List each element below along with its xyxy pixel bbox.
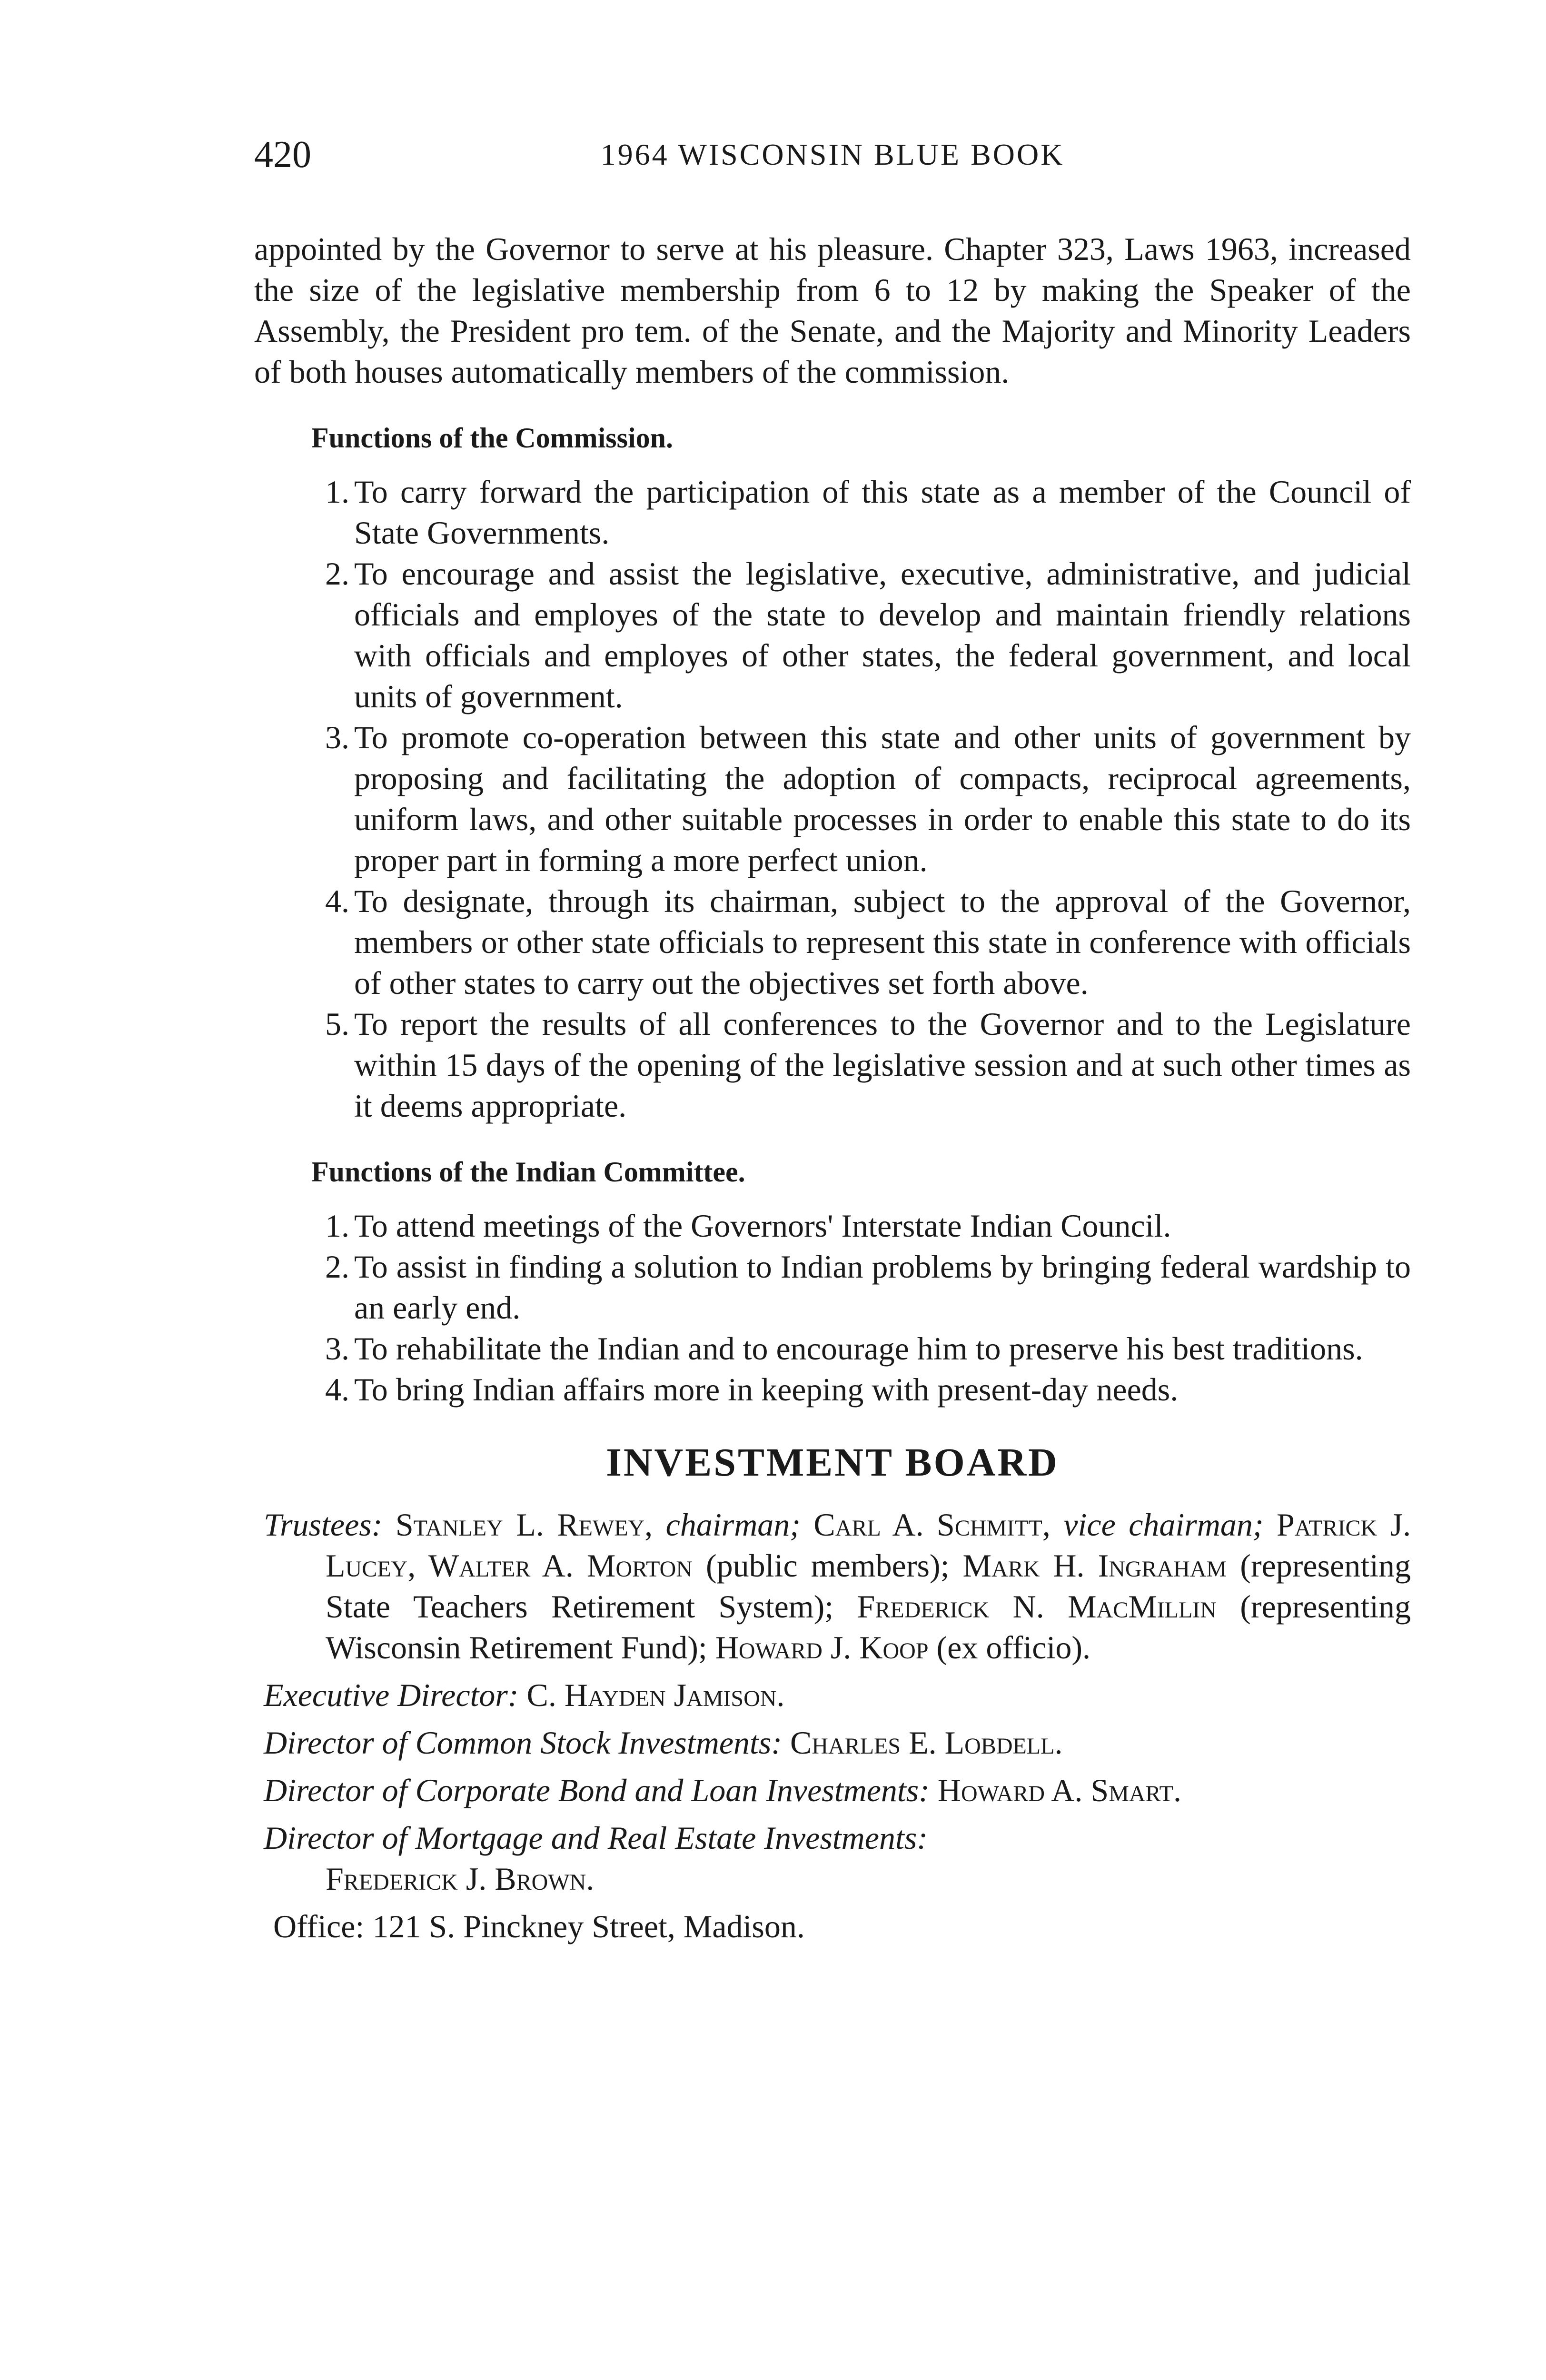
list-item-number: 2.	[325, 555, 349, 592]
list-item-number: 1.	[325, 474, 349, 510]
executive-director-label: Executive Director:	[264, 1677, 519, 1713]
list-item-text: To attend meetings of the Governors' Interstate Indian Council.	[354, 1208, 1171, 1244]
common-stock-director-name: Charles E. Lobdell.	[790, 1725, 1063, 1761]
corporate-bond-director-entry	[264, 1770, 1411, 1811]
trustee-name: Howard J. Koop	[715, 1629, 929, 1666]
common-stock-director-label: Director of Common Stock Investments:	[264, 1725, 783, 1761]
trustee-note: (representing Wisconsin Retirement Fund);	[326, 1588, 1411, 1666]
trustee-note: (public members);	[706, 1547, 950, 1584]
corporate-bond-director-label: Director of Corporate Bond and Loan Investments:	[264, 1772, 930, 1808]
commission-functions-heading: Functions of the Commission.	[311, 422, 674, 454]
trustees-entry	[264, 1504, 1411, 1668]
mortgage-director-name: Frederick J. Brown.	[326, 1861, 595, 1897]
executive-director-entry	[264, 1675, 1411, 1716]
list-item	[254, 471, 1411, 553]
list-item	[254, 1003, 1411, 1126]
trustee-note: (ex officio).	[936, 1629, 1091, 1666]
office-address: Office: 121 S. Pinckney Street, Madison.	[273, 1908, 805, 1944]
indian-committee-heading: Functions of the Indian Committee.	[311, 1156, 745, 1188]
trustee-name: Patrick J. Lucey, Walter A. Morton	[326, 1507, 1411, 1584]
list-item-text: To carry forward the participation of this state as a member of the Council of State Governments.	[354, 474, 1411, 551]
running-head	[254, 129, 1411, 181]
commission-functions-list	[254, 471, 1411, 1126]
list-item-number: 2.	[325, 1249, 349, 1285]
list-item-number: 3.	[325, 1330, 349, 1367]
list-item	[254, 1328, 1411, 1369]
mortgage-director-label: Director of Mortgage and Real Estate Investments:	[264, 1820, 928, 1856]
common-stock-director-entry	[264, 1722, 1411, 1763]
list-item	[254, 881, 1411, 1003]
trustee-note: (representing State Teachers Retirement System);	[326, 1547, 1411, 1625]
list-item	[254, 717, 1411, 881]
list-item-number: 1.	[325, 1208, 349, 1244]
page-body	[254, 228, 1411, 1947]
list-item-number: 4.	[325, 883, 349, 919]
trustee-role: chairman;	[665, 1507, 801, 1543]
list-item-number: 4.	[325, 1371, 349, 1408]
executive-director-name: C. Hayden Jamison.	[526, 1677, 785, 1713]
list-item	[254, 553, 1411, 717]
list-item-text: To encourage and assist the legislative, executive, administrative, and judicial officials and employes of the state to develop and maintain friendly relations with officials and employes of other states, the federal government, and local units of government.	[354, 555, 1411, 714]
corporate-bond-director-name: Howard A. Smart.	[937, 1772, 1181, 1808]
list-item-text: To promote co-operation between this state and other units of government by proposing and facilitating the adoption of compacts, reciprocal agreements, uniform laws, and other suitable processes in order to enable this state to do its proper part in forming a more perfect union.	[354, 719, 1411, 878]
list-item-number: 3.	[325, 719, 349, 755]
list-item	[254, 1205, 1411, 1246]
list-item-text: To rehabilitate the Indian and to encourage him to preserve his best traditions.	[354, 1330, 1363, 1367]
investment-board-title: INVESTMENT BOARD	[606, 1440, 1059, 1485]
trustee-name: Frederick N. MacMillin	[857, 1588, 1217, 1625]
page-number: 420	[254, 134, 311, 176]
list-item	[254, 1369, 1411, 1410]
trustee-role: vice chairman;	[1063, 1507, 1264, 1543]
running-title: 1964 WISCONSIN BLUE BOOK	[600, 138, 1065, 171]
list-item	[254, 1246, 1411, 1328]
list-item-text: To designate, through its chairman, subject to the approval of the Governor, members or other state officials to represent this state in conference with officials of other states to carry out the objectives set forth above.	[354, 883, 1411, 1001]
list-item-text: To assist in finding a solution to Indian problems by bringing federal wardship to an early end.	[354, 1249, 1411, 1326]
list-item-text: To report the results of all conferences to the Governor and to the Legislature within 15 days of the opening of the legislative session and at such other times as it deems appropriate.	[354, 1006, 1411, 1124]
list-item-text: To bring Indian affairs more in keeping with present-day needs.	[354, 1371, 1179, 1408]
trustee-name: Carl A. Schmitt,	[813, 1507, 1050, 1543]
intro-paragraph: appointed by the Governor to serve at his pleasure. Chapter 323, Laws 1963, increased the size of the legislative membership from 6 to 12 by making the Speaker of the Assembly, the President pro tem. of the Senate, and the Majority and Minority Leaders of both houses automatically members of the commission.	[254, 231, 1411, 390]
trustee-name: Mark H. Ingraham	[962, 1547, 1227, 1584]
indian-committee-list	[254, 1205, 1411, 1410]
trustee-name: Stanley L. Rewey,	[395, 1507, 653, 1543]
mortgage-director-entry	[264, 1817, 1411, 1899]
trustees-label: Trustees:	[264, 1507, 383, 1543]
list-item-number: 5.	[325, 1006, 349, 1042]
